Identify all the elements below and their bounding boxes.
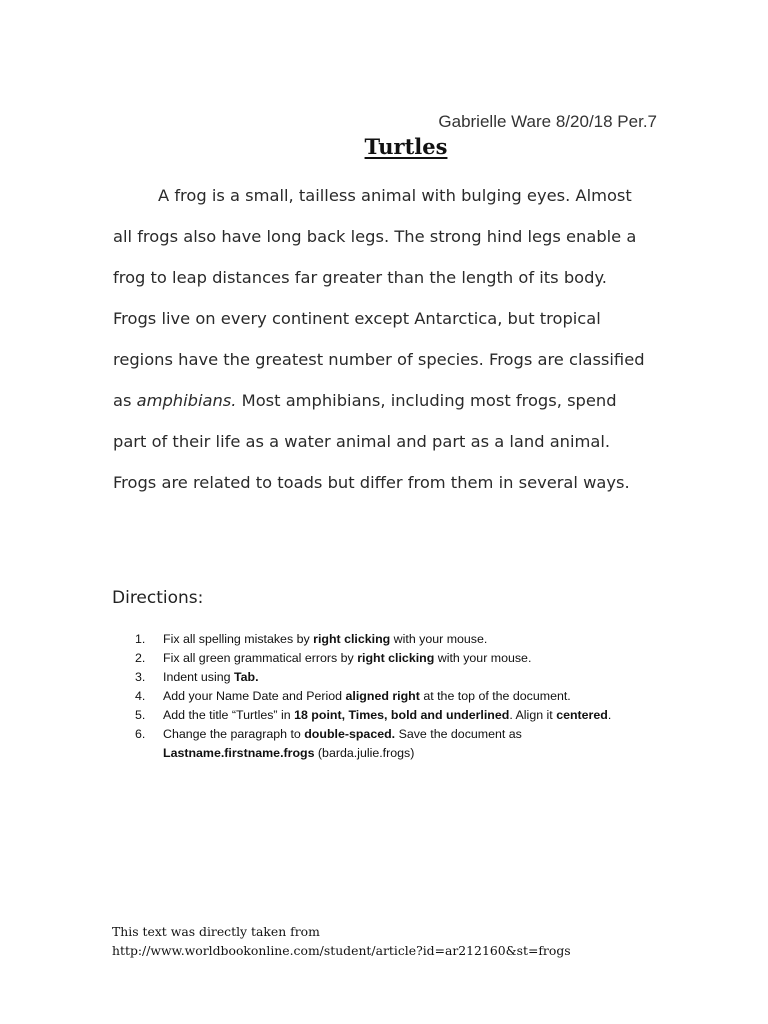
direction-text: Add the title “Turtles” in: [163, 708, 295, 722]
body-paragraph: [113, 175, 653, 503]
direction-text: .: [607, 708, 612, 722]
direction-item: [112, 706, 652, 725]
paragraph-line: regions have the greatest number of species. Frogs are classified: [113, 350, 645, 369]
direction-text: Add your Name Date and Period: [163, 689, 346, 703]
directions-heading: Directions:: [112, 588, 204, 608]
source-note: [112, 922, 571, 960]
source-caption: This text was directly taken from: [112, 924, 320, 939]
direction-text: with your mouse.: [390, 632, 488, 646]
direction-number: 4.: [135, 689, 146, 703]
direction-bold-text: Tab.: [233, 670, 259, 684]
direction-item: [112, 687, 652, 706]
direction-text: Fix all green grammatical errors by: [163, 651, 358, 665]
paragraph-line: part of their life as a water animal and part as a land animal.: [113, 432, 611, 451]
direction-text: Fix all spelling mistakes by: [163, 632, 314, 646]
paragraph-line: Frogs live on every continent except Antarctica, but tropical: [113, 309, 601, 328]
direction-text: . Align it: [509, 708, 557, 722]
direction-number: 2.: [135, 651, 146, 665]
direction-number: 3.: [135, 670, 146, 684]
direction-number: 1.: [135, 632, 146, 646]
directions-list: [112, 630, 652, 763]
direction-bold-text: centered: [556, 708, 608, 722]
direction-bold-text: Lastname.firstname.frogs: [163, 746, 315, 760]
direction-item: [112, 668, 652, 687]
paragraph-line: [113, 380, 653, 421]
direction-bold-text: aligned right: [345, 689, 420, 703]
direction-bold-text: double-spaced.: [304, 727, 396, 741]
direction-item: [112, 725, 652, 763]
direction-bold-text: right clicking: [313, 632, 391, 646]
direction-item: [112, 630, 652, 649]
direction-item: [112, 649, 652, 668]
direction-text: (barda.julie.frogs): [314, 746, 415, 760]
italic-term: amphibians.: [136, 391, 237, 410]
source-url: http://www.worldbookonline.com/student/article?id=ar212160&st=frogs: [112, 943, 571, 958]
line-suffix: Most amphibians, including most frogs, spend: [236, 391, 617, 410]
direction-number: 5.: [135, 708, 146, 722]
direction-number: 6.: [135, 727, 146, 741]
paragraph-line: all frogs also have long back legs. The strong hind legs enable a: [113, 227, 637, 246]
paragraph-line: frog to leap distances far greater than the length of its body.: [113, 268, 607, 287]
direction-text: Change the paragraph to: [163, 727, 305, 741]
paragraph-line: A frog is a small, tailless animal with bulging eyes. Almost: [158, 186, 632, 205]
direction-text: Save the document as: [395, 727, 522, 741]
line-prefix: as: [113, 391, 137, 410]
document-title: Turtles: [364, 134, 448, 159]
direction-bold-text: 18 point, Times, bold and underlined: [294, 708, 510, 722]
direction-text: with your mouse.: [434, 651, 532, 665]
name-date-period: Gabrielle Ware 8/20/18 Per.7: [438, 112, 657, 131]
direction-bold-text: right clicking: [357, 651, 435, 665]
direction-text: Indent using: [163, 670, 234, 684]
paragraph-line: Frogs are related to toads but differ from them in several ways.: [113, 473, 630, 492]
direction-text: at the top of the document.: [419, 689, 571, 703]
